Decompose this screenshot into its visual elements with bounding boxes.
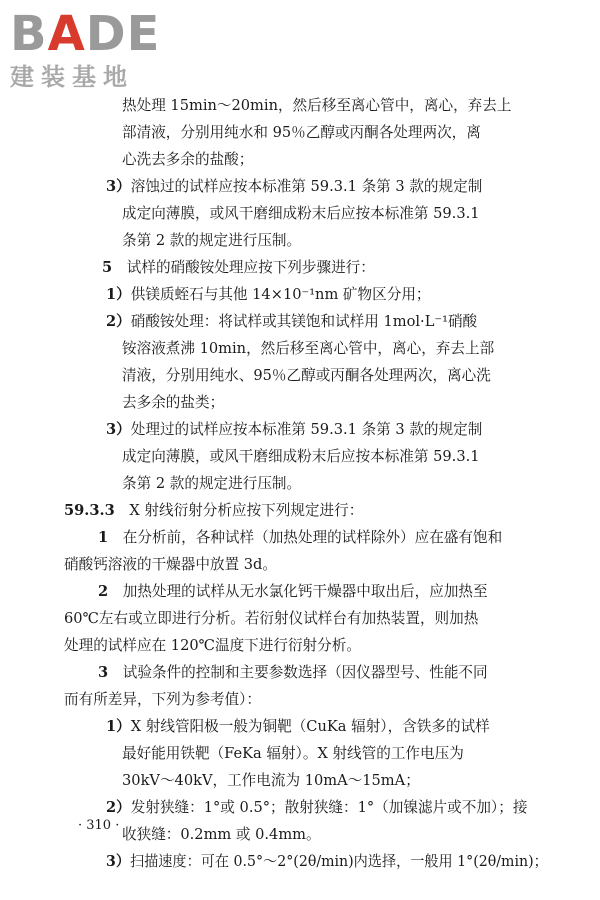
list-item: 3）处理过的试样应按本标准第 59.3.1 条第 3 款的规定制 [106,421,483,438]
text-line: 最好能用铁靶（FeKa 辐射）。X 射线管的工作电压为 [122,745,464,762]
text-line: 热处理 15min～20min，然后移至离心管中，离心，弃去上 [122,97,512,114]
list-item: 2）硝酸铵处理：将试样或其镁饱和试样用 1mol·L⁻¹硝酸 [106,313,478,330]
text-line: 收狭缝：0.2mm 或 0.4mm。 [122,826,321,843]
text-line: 成定向薄膜，或风干磨细成粉末后应按本标准第 59.3.1 [122,205,480,222]
text-line: 30kV～40kV，工作电流为 10mA～15mA； [122,772,420,789]
clause-item: 2 加热处理的试样从无水氯化钙干燥器中取出后，应加热至 [98,583,488,600]
logo-subtitle: 建装基地 [10,63,134,91]
text-line: 成定向薄膜，或风干磨细成粉末后应按本标准第 59.3.1 [122,448,480,465]
list-item: 3）溶蚀过的试样应按本标准第 59.3.1 条第 3 款的规定制 [106,178,483,195]
section-heading: 59.3.3 X 射线衍射分析应按下列规定进行： [64,502,364,519]
clause-item: 1 在分析前，各种试样（加热处理的试样除外）应在盛有饱和 [98,529,503,546]
text-line: 清液，分别用纯水、95％乙醇或丙酮各处理两次，离心洗 [122,367,491,384]
logo-wordmark: BADE [10,6,161,62]
list-item: 1）X 射线管阳极一般为铜靶（CuKa 辐射），含铁多的试样 [106,718,490,735]
list-item: 3）扫描速度：可在 0.5°～2°(2θ/min)内选择，一般用 1°(2θ/min)； [106,853,548,870]
text-line: 铵溶液煮沸 10min，然后移至离心管中，离心，弃去上部 [122,340,495,357]
text-line: 条第 2 款的规定进行压制。 [122,232,302,249]
text-line: 硝酸钙溶液的干燥器中放置 3d。 [64,556,277,573]
text-line: 而有所差异，下列为参考值）： [64,691,262,708]
bade-logo [10,8,185,92]
text-line: 心洗去多余的盐酸； [122,151,254,168]
clause-item: 3 试验条件的控制和主要参数选择（因仪器型号、性能不同 [98,664,488,681]
list-item: 1）供镁质蛭石与其他 14×10⁻¹nm 矿物区分用； [106,286,431,303]
text-line: 条第 2 款的规定进行压制。 [122,475,302,492]
text-line: 60℃左右或立即进行分析。若衍射仪试样台有加热装置，则加热 [64,610,479,627]
text-line: 部清液，分别用纯水和 95％乙醇或丙酮各处理两次，离 [122,124,481,141]
text-line: 去多余的盐类； [122,394,225,411]
text-line: 处理的试样应在 120℃温度下进行衍射分析。 [64,637,361,654]
page-number: · 310 · [78,818,120,833]
list-item: 2）发射狭缝：1°或 0.5°；散射狭缝：1°（加镍滤片或不加）；接 [106,799,528,816]
clause-item: 5 试样的硝酸铵处理应按下列步骤进行： [102,259,375,276]
